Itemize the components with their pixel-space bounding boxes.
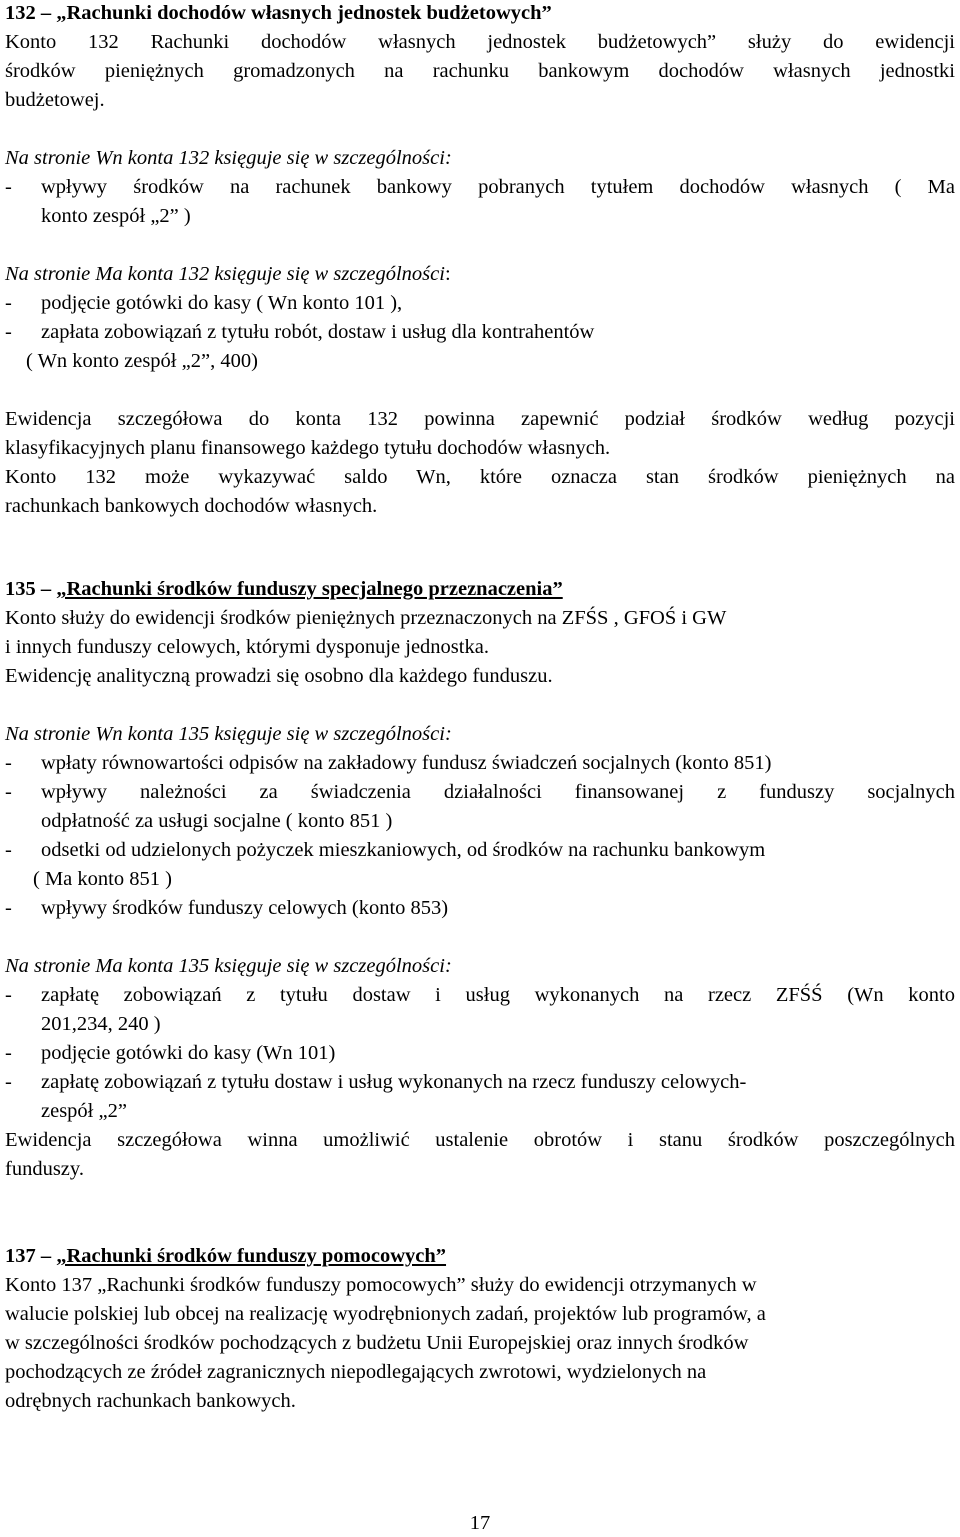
section-137-title: „Rachunki środków funduszy pomocowych” [56, 1245, 447, 1267]
list-item-text: wpływy środków na rachunek bankowy pobranych tytułem dochodów własnych ( Ma [41, 176, 955, 198]
list-item-text: wpływy środków funduszy celowych (konto 853) [41, 897, 449, 919]
list-item-text: wpływy należności za świadczenia działalności finansowanej z funduszy socjalnych [41, 781, 955, 803]
list-item-text: zapłatę zobowiązań z tytułu dostaw i usług wykonanych na rzecz funduszy celowych- [41, 1071, 747, 1093]
list-dash: - [5, 752, 12, 774]
section-132-intro-line: środków pieniężnych gromadzonych na rachunku bankowym dochodów własnych jednostki [5, 60, 955, 82]
section-137-body-line: odrębnych rachunkach bankowych. [5, 1390, 296, 1412]
page-number: 17 [469, 1512, 491, 1534]
section-135-wn-header: Na stronie Wn konta 135 księguje się w szczególności: [5, 723, 452, 745]
section-135-intro-line: i innych funduszy celowych, którymi dysponuje jednostka. [5, 636, 489, 658]
list-dash: - [5, 984, 12, 1006]
section-137-number: 137 – [5, 1245, 57, 1267]
section-135-detail-line: funduszy. [5, 1158, 84, 1180]
list-item-continuation: ( Ma konto 851 ) [33, 868, 172, 890]
section-137-body-line: walucie polskiej lub obcej na realizację wyodrębnionych zadań, projektów lub programów, a [5, 1303, 766, 1325]
section-132-wn-header: Na stronie Wn konta 132 księguje się w szczególności: [5, 147, 452, 169]
section-132-detail-line: Konto 132 może wykazywać saldo Wn, które oznacza stan środków pieniężnych na [5, 466, 955, 488]
list-dash: - [5, 897, 12, 919]
list-dash: - [5, 839, 12, 861]
section-135-number: 135 – [5, 578, 57, 600]
section-132-detail-line: klasyfikacyjnych planu finansowego każdego tytułu dochodów własnych. [5, 437, 611, 459]
section-137-body-line: pochodzących ze źródeł zagranicznych niepodlegających zwrotowi, wydzielonych na [5, 1361, 707, 1383]
list-item-text: podjęcie gotówki do kasy ( Wn konto 101 ), [41, 292, 403, 314]
list-item-continuation: konto zespół „2” ) [41, 205, 191, 227]
section-135-detail-line: Ewidencja szczegółowa winna umożliwić ustalenie obrotów i stanu środków poszczególnych [5, 1129, 955, 1151]
section-132-ma-header [5, 261, 451, 290]
list-item-text: zapłata zobowiązań z tytułu robót, dostaw i usług dla kontrahentów [41, 321, 595, 343]
list-item-text: wpłaty równowartości odpisów na zakładowy fundusz świadczeń socjalnych (konto 851) [41, 752, 772, 774]
section-132-ma-header-colon: : [444, 263, 451, 285]
list-dash: - [5, 1042, 12, 1064]
list-dash: - [5, 292, 12, 314]
section-135-heading [5, 576, 563, 605]
section-132-title: „Rachunki dochodów własnych jednostek budżetowych” [56, 2, 552, 24]
list-item [5, 174, 955, 203]
section-135-intro-line: Ewidencję analityczną prowadzi się osobno dla każdego funduszu. [5, 665, 553, 687]
list-item-text: odsetki od udzielonych pożyczek mieszkaniowych, od środków na rachunku bankowym [41, 839, 766, 861]
list-item-text: podjęcie gotówki do kasy (Wn 101) [41, 1042, 336, 1064]
section-135-ma-header: Na stronie Ma konta 135 księguje się w szczególności: [5, 955, 452, 977]
list-item-continuation: ( Wn konto zespół „2”, 400) [26, 350, 258, 372]
list-item-continuation: odpłatność za usługi socjalne ( konto 851 ) [41, 810, 393, 832]
list-dash: - [5, 321, 12, 343]
section-132-ma-header-text: Na stronie Ma konta 132 księguje się w szczególności [5, 263, 445, 285]
section-132-heading [5, 0, 552, 29]
list-item-continuation: 201,234, 240 ) [41, 1013, 161, 1035]
list-dash: - [5, 1071, 12, 1093]
section-137-body-line: Konto 137 „Rachunki środków funduszy pomocowych” służy do ewidencji otrzymanych w [5, 1274, 757, 1296]
section-135-title: „Rachunki środków funduszy specjalnego przeznaczenia” [56, 578, 563, 600]
list-item [5, 779, 955, 808]
list-item-text: zapłatę zobowiązań z tytułu dostaw i usług wykonanych na rzecz ZFŚŚ (Wn konto [41, 984, 955, 1006]
list-dash: - [5, 176, 12, 198]
section-132-detail-line: Ewidencja szczegółowa do konta 132 powinna zapewnić podział środków według pozycji [5, 408, 955, 430]
section-132-intro-line: Konto 132 Rachunki dochodów własnych jednostek budżetowych” służy do ewidencji [5, 31, 955, 53]
list-item-continuation: zespół „2” [41, 1100, 127, 1122]
list-dash: - [5, 781, 12, 803]
section-132-number: 132 – [5, 2, 57, 24]
section-135-intro-line: Konto służy do ewidencji środków pieniężnych przeznaczonych na ZFŚS , GFOŚ i GW [5, 607, 727, 629]
section-137-heading [5, 1243, 446, 1272]
list-item [5, 982, 955, 1011]
section-132-detail-line: rachunkach bankowych dochodów własnych. [5, 495, 378, 517]
section-132-intro-line: budżetowej. [5, 89, 105, 111]
section-137-body-line: w szczególności środków pochodzących z budżetu Unii Europejskiej oraz innych środków [5, 1332, 749, 1354]
